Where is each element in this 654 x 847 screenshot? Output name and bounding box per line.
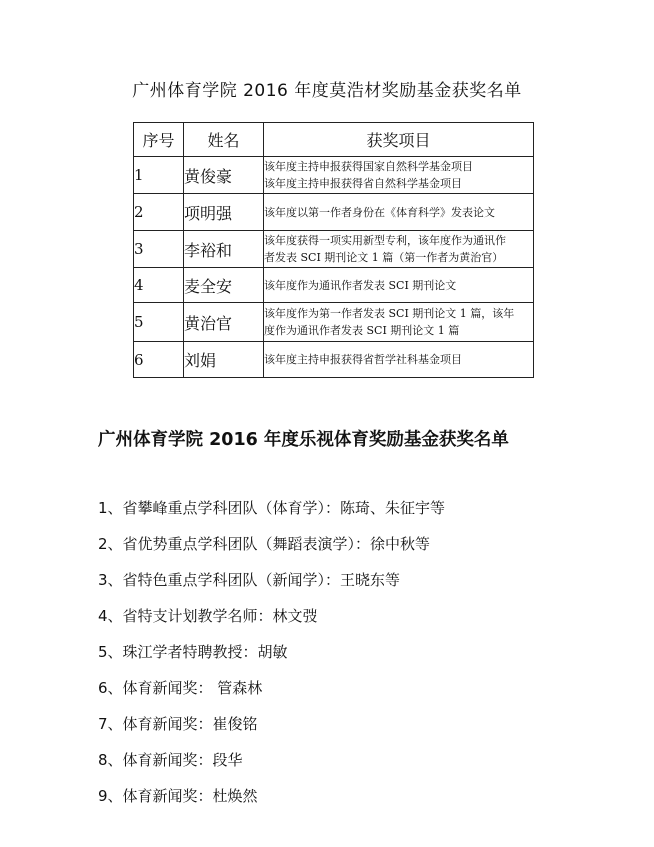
table-header-row [134, 123, 534, 157]
row-name: 项明强 [184, 194, 264, 231]
section2-title: 广州体育学院 2016 年度乐视体育奖励基金获奖名单 [98, 430, 509, 450]
row-item-line: 度作为通讯作者发表 SCI 期刊论文 1 篇 [264, 324, 460, 337]
row-no: 4 [134, 268, 184, 303]
table-row [134, 268, 534, 303]
header-name: 姓名 [184, 123, 264, 157]
row-item [264, 157, 534, 194]
row-no: 5 [134, 303, 184, 342]
row-no: 2 [134, 194, 184, 231]
row-name: 黄治官 [184, 303, 264, 342]
table-row [134, 303, 534, 342]
row-item [264, 231, 534, 268]
list-item: 7、体育新闻奖：崔俊铭 [98, 715, 258, 733]
award-list [98, 497, 445, 821]
section1-title: 广州体育学院 2016 年度莫浩材奖励基金获奖名单 [132, 81, 522, 101]
row-item-line: 该年度主持申报获得省自然科学基金项目 [264, 177, 462, 190]
list-item: 5、珠江学者特聘教授：胡敏 [98, 643, 288, 661]
row-item-line: 该年度获得一项实用新型专利，该年度作为通讯作 [264, 234, 506, 247]
award-table [133, 122, 534, 378]
table-row [134, 231, 534, 268]
list-item: 8、体育新闻奖：段华 [98, 751, 243, 769]
header-item: 获奖项目 [264, 123, 534, 157]
row-item-line: 该年度主持申报获得省哲学社科基金项目 [264, 353, 462, 366]
table-row [134, 157, 534, 194]
row-item [264, 303, 534, 342]
list-item: 2、省优势重点学科团队（舞蹈表演学）：徐中秋等 [98, 535, 431, 553]
row-item-line: 者发表 SCI 期刊论文 1 篇（第一作者为黄治官） [264, 251, 504, 264]
row-item-line: 该年度作为通讯作者发表 SCI 期刊论文 [264, 278, 457, 292]
row-item-line: 该年度主持申报获得国家自然科学基金项目 [264, 160, 473, 173]
row-name: 刘娟 [184, 342, 264, 378]
row-item [264, 342, 534, 378]
row-no: 6 [134, 342, 184, 378]
row-item [264, 268, 534, 303]
list-item: 3、省特色重点学科团队（新闻学）：王晓东等 [98, 571, 401, 589]
table-row [134, 342, 534, 378]
row-item-line: 该年度作为第一作者发表 SCI 期刊论文 1 篇，该年 [264, 307, 515, 320]
row-no: 3 [134, 231, 184, 268]
list-item: 4、省特支计划教学名师：林文弢 [98, 607, 318, 625]
row-item [264, 194, 534, 231]
row-item-line: 该年度以第一作者身份在《体育科学》发表论文 [264, 205, 495, 219]
row-name: 麦全安 [184, 268, 264, 303]
list-item: 1、省攀峰重点学科团队（体育学）：陈琦、朱征宇等 [98, 499, 446, 517]
row-no: 1 [134, 157, 184, 194]
row-name: 黄俊豪 [184, 157, 264, 194]
row-name: 李裕和 [184, 231, 264, 268]
list-item: 6、体育新闻奖： 管森林 [98, 679, 263, 697]
header-no: 序号 [134, 123, 184, 157]
list-item: 9、体育新闻奖：杜焕然 [98, 787, 258, 805]
table-row [134, 194, 534, 231]
